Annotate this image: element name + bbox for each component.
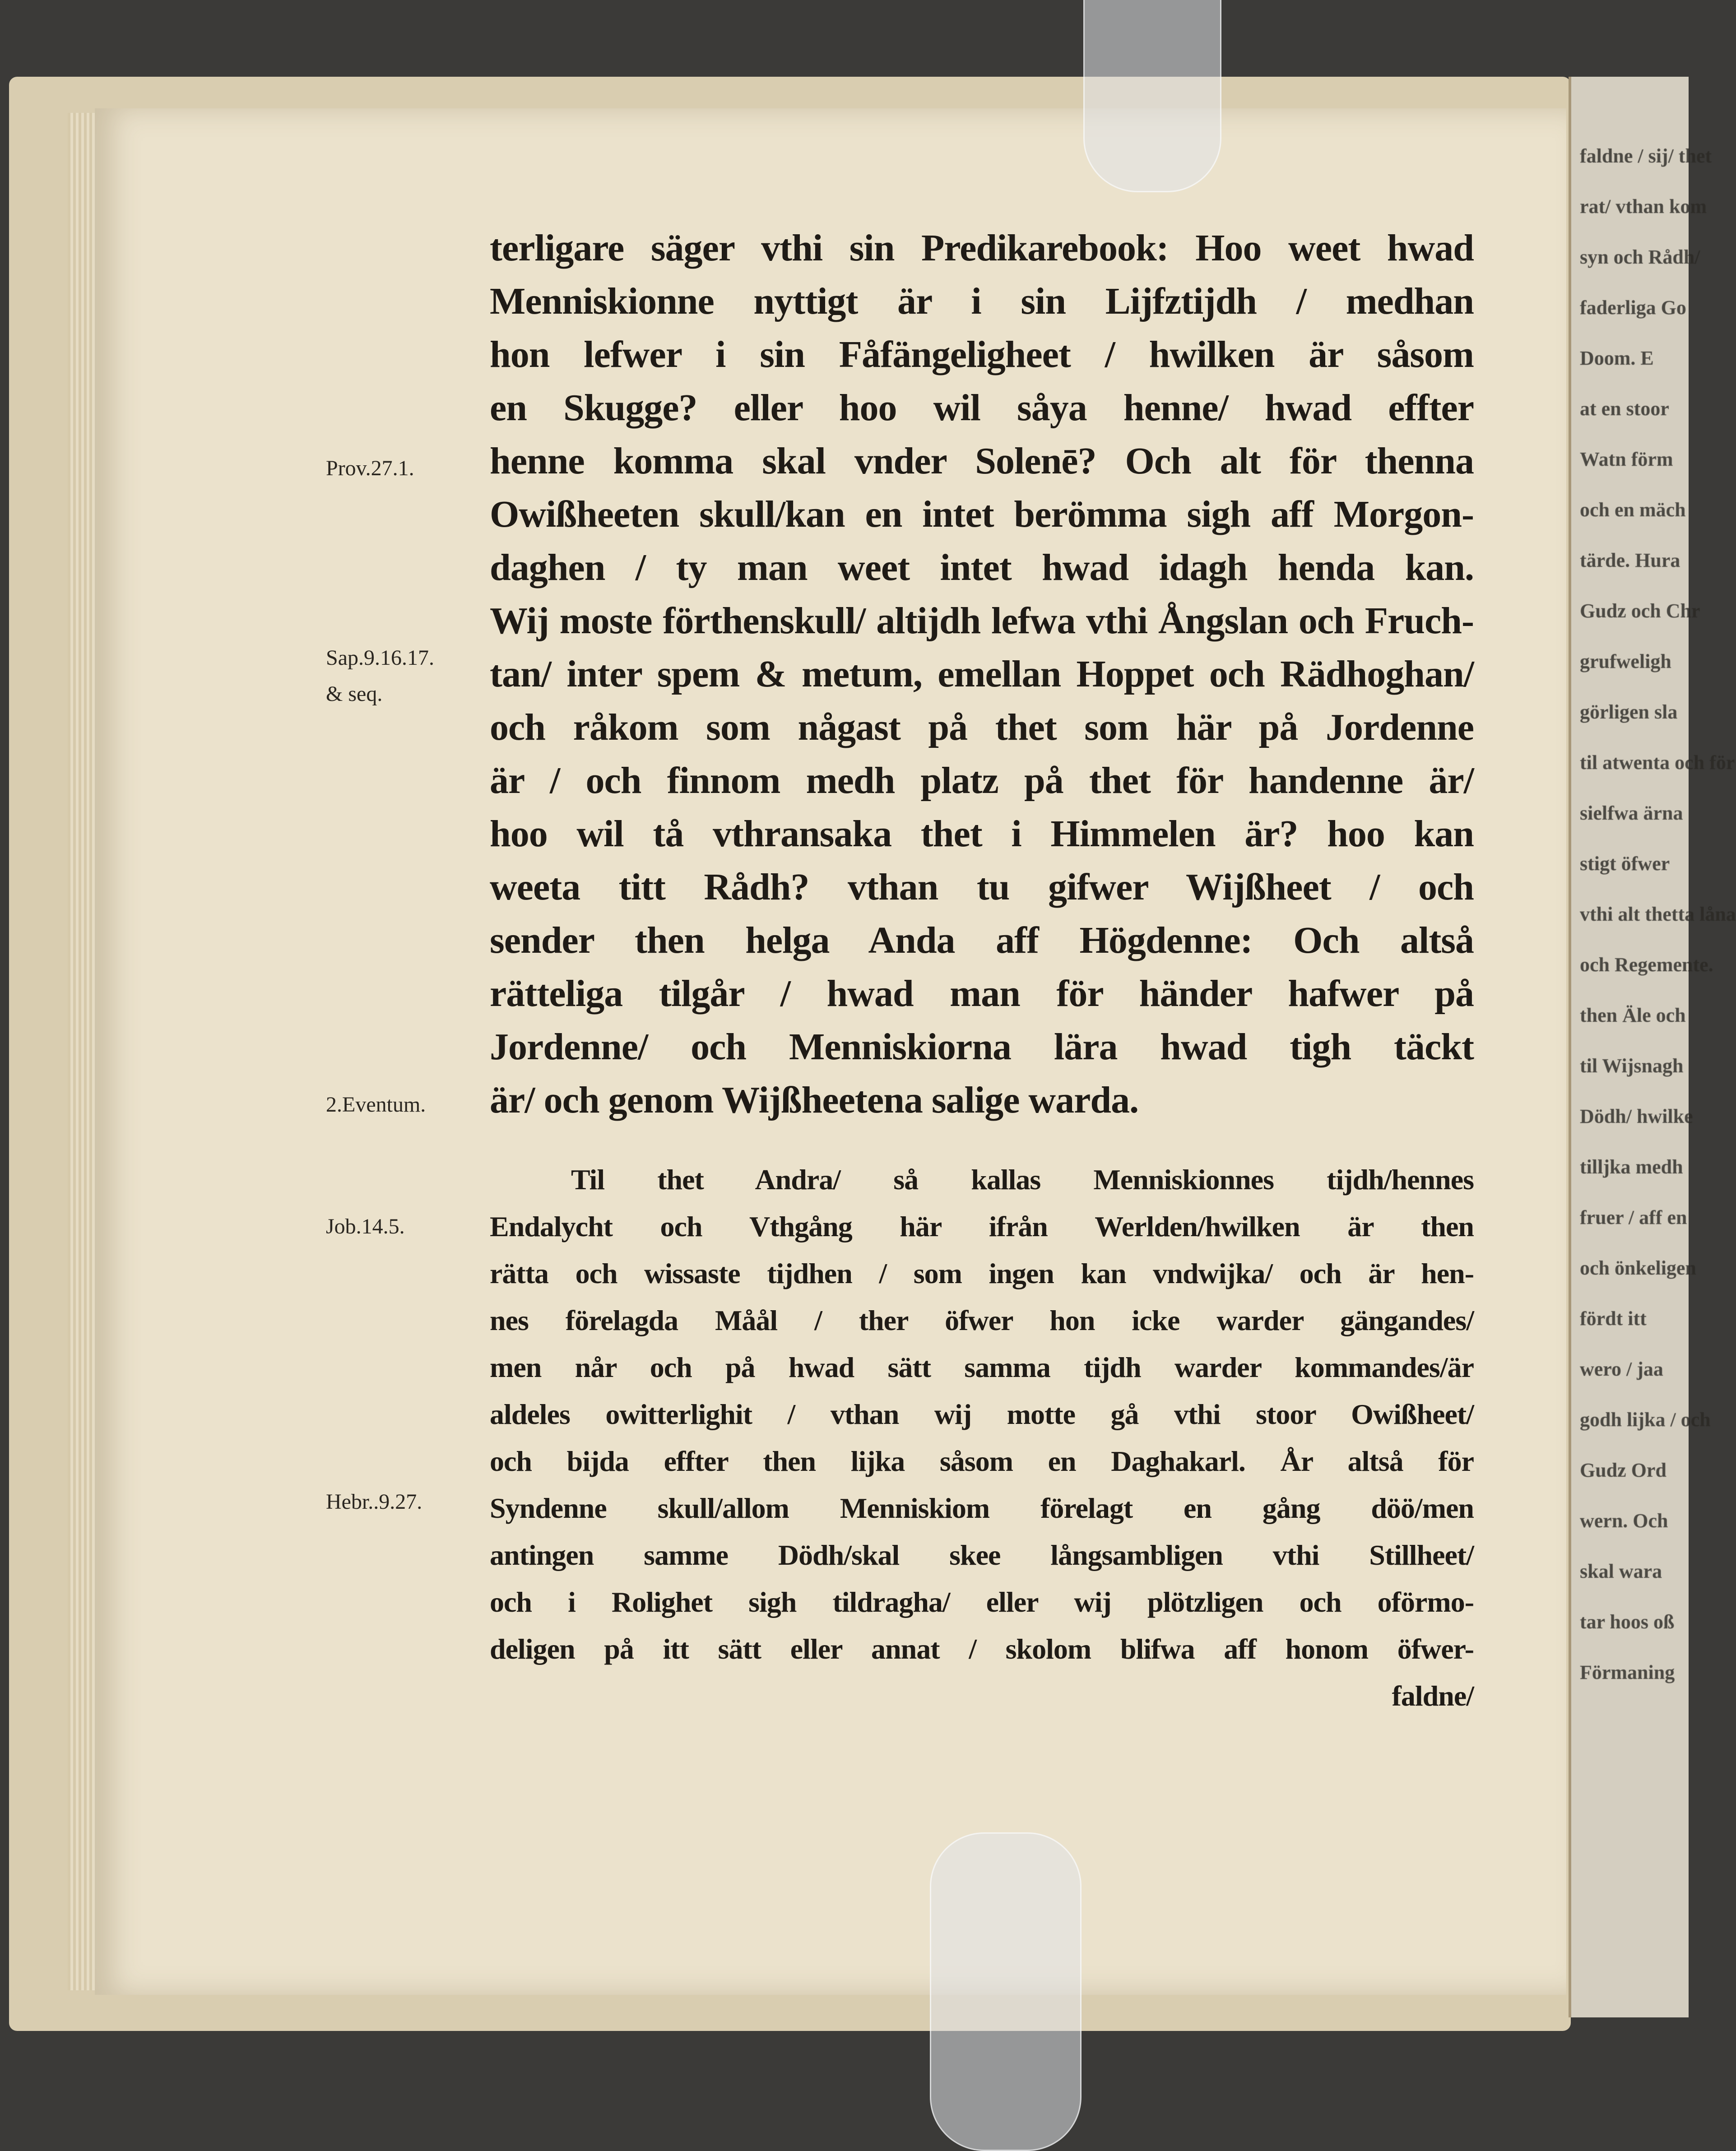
facing-page-line: faldne / sij/ thet bbox=[1580, 145, 1712, 167]
facing-page-line: och önkeligen bbox=[1580, 1257, 1696, 1279]
facing-page-line: Gudz och Chr bbox=[1580, 600, 1700, 622]
text-line: deligen på itt sätt eller annat / skolom blifwa aff honom öfwer- bbox=[490, 1633, 1474, 1665]
text-line: Endalycht och Vthgång här ifrån Werlden/hwilken är then bbox=[490, 1210, 1474, 1242]
facing-page-line: til atwenta och för bbox=[1580, 751, 1735, 774]
facing-page-line: faderliga Go bbox=[1580, 297, 1686, 319]
text-line: Jordenne/ och Menniskiorna lära hwad tigh täckt bbox=[490, 1026, 1474, 1068]
facing-page-line: grufweligh bbox=[1580, 650, 1671, 672]
text-line: är / och finnom medh platz på thet för handenne är/ bbox=[490, 760, 1474, 802]
text-line: är/ och genom Wijßheetena salige warda. bbox=[490, 1079, 1139, 1121]
text-line: tan/ inter spem & metum, emellan Hoppet och Rädhoghan/ bbox=[490, 653, 1474, 695]
text-line: Wij moste förthenskull/ altijdh lefwa vthi Ångslan och Fruch- bbox=[490, 600, 1474, 642]
plastic-clip-bottom bbox=[930, 1832, 1082, 2151]
text-line: Owißheeten skull/kan en intet berömma sigh aff Morgon- bbox=[490, 493, 1474, 535]
text-line: Menniskionne nyttigt är i sin Lijfztijdh / medhan bbox=[490, 280, 1474, 322]
facing-page-line: stigt öfwer bbox=[1580, 853, 1670, 875]
text-line: och bijda effter then lijka såsom en Daghakarl. År altså för bbox=[490, 1445, 1474, 1477]
text-line: sender then helga Anda aff Högdenne: Och altså bbox=[490, 919, 1474, 961]
facing-page-line: görligen sla bbox=[1580, 701, 1678, 723]
facing-page-line: wero / jaa bbox=[1580, 1358, 1663, 1380]
facing-page-line: tilljka medh bbox=[1580, 1156, 1683, 1178]
text-line: och i Rolighet sigh tildragha/ eller wij plötzligen och oförmo- bbox=[490, 1586, 1474, 1618]
facing-page-line: skal wara bbox=[1580, 1560, 1662, 1582]
facing-page-line: fördt itt bbox=[1580, 1307, 1647, 1330]
facing-page-line: Gudz Ord bbox=[1580, 1459, 1666, 1481]
facing-page-line: Doom. E bbox=[1580, 347, 1654, 369]
text-line: terligare säger vthi sin Predikarebook: Hoo weet hwad bbox=[490, 227, 1474, 269]
text-line: hoo wil tå vthransaka thet i Himmelen är? hoo kan bbox=[490, 813, 1474, 855]
main-text-lower bbox=[490, 1156, 1474, 1720]
text-line: nes förelagda Måål / ther öfwer hon icke warder gängandes/ bbox=[490, 1304, 1474, 1336]
text-line: aldeles owitterlighit / vthan wij motte gå vthi stoor Owißheet/ bbox=[490, 1398, 1474, 1430]
text-line: daghen / ty man weet intet hwad idagh henda kan. bbox=[490, 547, 1474, 589]
facing-page-line: fruer / aff en bbox=[1580, 1206, 1687, 1228]
text-line: Til thet Andra/ så kallas Menniskionnes tijdh/hennes bbox=[571, 1164, 1474, 1196]
text-line: rätta och wissaste tijdhen / som ingen kan vndwijka/ och är hen- bbox=[490, 1257, 1474, 1289]
margin-note-seq: & seq. bbox=[326, 682, 383, 706]
facing-page-line: rat/ vthan kom bbox=[1580, 195, 1707, 218]
text-line: en Skugge? eller hoo wil såya henne/ hwad effter bbox=[490, 387, 1474, 429]
margin-note-eventum: 2.Eventum. bbox=[326, 1093, 426, 1117]
facing-page-line: och Regemente. bbox=[1580, 954, 1713, 976]
text-line: henne komma skal vnder Solenē? Och alt för thenna bbox=[490, 440, 1474, 482]
text-line: men når och på hwad sätt samma tijdh warder kommandes/är bbox=[490, 1351, 1474, 1383]
facing-page-line: sielfwa ärna bbox=[1580, 802, 1683, 824]
facing-page-line: til Wijsnagh bbox=[1580, 1055, 1684, 1077]
plastic-clip-top bbox=[1083, 0, 1221, 192]
facing-page-line: Watn förm bbox=[1580, 448, 1673, 470]
text-line: Syndenne skull/allom Menniskiom förelagt en gång döö/men bbox=[490, 1492, 1474, 1524]
text-line: antingen samme Dödh/skal skee långsambligen vthi Stillheet/ bbox=[490, 1539, 1474, 1571]
text-line: och råkom som någast på thet som här på Jordenne bbox=[490, 706, 1474, 748]
catchword: faldne/ bbox=[1392, 1680, 1474, 1712]
facing-page-line: tärde. Hura bbox=[1580, 549, 1680, 571]
facing-page-line: tar hoos oß bbox=[1580, 1611, 1675, 1633]
facing-page-line: wern. Och bbox=[1580, 1510, 1668, 1532]
margin-note-prov: Prov.27.1. bbox=[326, 456, 414, 480]
facing-page-line: then Äle och bbox=[1580, 1004, 1686, 1026]
facing-page-line: syn och Rådh/ bbox=[1580, 246, 1700, 268]
margin-note-sap: Sap.9.16.17. bbox=[326, 646, 434, 670]
facing-page-line: vthi alt thetta låna bbox=[1580, 903, 1736, 925]
margin-note-hebr: Hebr..9.27. bbox=[326, 1490, 422, 1514]
text-line: rätteliga tilgår / hwad man för händer hafwer på bbox=[490, 973, 1474, 1015]
facing-page-line: Förmaning bbox=[1580, 1661, 1675, 1683]
main-text-upper bbox=[490, 222, 1474, 1127]
text-line: hon lefwer i sin Fåfängeligheet / hwilken är såsom bbox=[490, 334, 1474, 375]
facing-page-line: at en stoor bbox=[1580, 398, 1669, 420]
facing-page-line: godh lijka / och bbox=[1580, 1409, 1711, 1431]
margin-note-job: Job.14.5. bbox=[326, 1215, 405, 1238]
text-line: weeta titt Rådh? vthan tu gifwer Wijßheet / och bbox=[490, 866, 1474, 908]
facing-page-line: och en mäch bbox=[1580, 499, 1686, 521]
facing-page-line: Dödh/ hwilke bbox=[1580, 1105, 1693, 1127]
